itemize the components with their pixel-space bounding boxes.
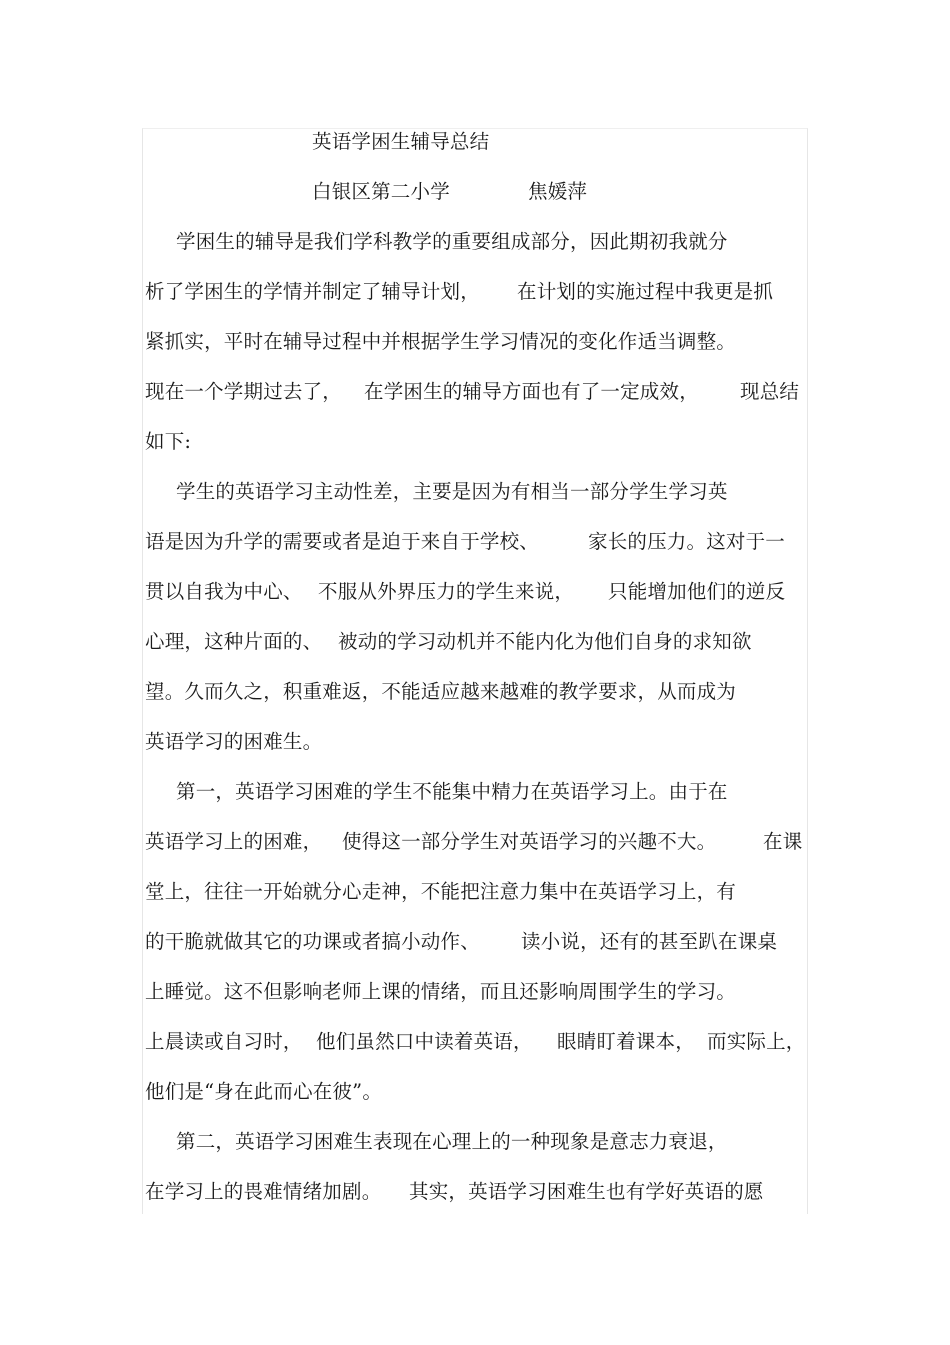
paragraph-2-line-5: 望。久而久之，积重难返，不能适应越来越难的教学要求，从而成为	[145, 680, 737, 703]
paragraph-2-line-2b: 家长的压力。这对于一	[588, 530, 786, 553]
paragraph-4-line-1: 第二，英语学习困难生表现在心理上的一种现象是意志力衰退，	[176, 1130, 728, 1153]
paragraph-1-line-5: 如下:	[145, 430, 192, 453]
paragraph-3-line-3: 堂上，往往一开始就分心走神，不能把注意力集中在英语学习上，有	[145, 880, 737, 903]
school-name: 白银区第二小学	[312, 180, 450, 203]
paragraph-3-line-2a: 英语学习上的困难，	[145, 830, 323, 853]
paragraph-1-line-3: 紧抓实，平时在辅导过程中并根据学生学习情况的变化作适当调整。	[145, 330, 737, 353]
paragraph-4-line-2b: 其实，英语学习困难生也有学好英语的愿	[409, 1180, 764, 1203]
paragraph-2-line-1: 学生的英语学习主动性差，主要是因为有相当一部分学生学习英	[176, 480, 728, 503]
paragraph-1-line-4b: 在学困生的辅导方面也有了一定成效，	[364, 380, 699, 403]
paragraph-3-line-6a: 上晨读或自习时，	[145, 1030, 303, 1053]
paragraph-3-line-6d: 而实际上，	[707, 1030, 806, 1053]
paragraph-3-line-7: 他们是“身在此而心在彼”。	[145, 1080, 383, 1103]
paragraph-2-line-2a: 语是因为升学的需要或者是迫于来自于学校、	[145, 530, 540, 553]
paragraph-1-line-2b: 在计划的实施过程中我更是抓	[517, 280, 774, 303]
paragraph-3-line-4a: 的干脆就做其它的功课或者搞小动作、	[145, 930, 480, 953]
paragraph-3-line-5: 上睡觉。这不但影响老师上课的情绪，而且还影响周围学生的学习。	[145, 980, 737, 1003]
paragraph-2-line-4a: 心理，这种片面的、	[145, 630, 323, 653]
paragraph-3-line-1: 第一，英语学习困难的学生不能集中精力在英语学习上。由于在	[176, 780, 728, 803]
paragraph-1-line-2a: 析了学困生的学情并制定了辅导计划，	[145, 280, 480, 303]
paragraph-3-line-6c: 眼睛盯着课本，	[557, 1030, 695, 1053]
paragraph-2-line-3b: 不服从外界压力的学生来说，	[318, 580, 575, 603]
paragraph-3-line-6b: 他们虽然口中读着英语，	[316, 1030, 533, 1053]
paragraph-2-line-3a: 贯以自我为中心、	[145, 580, 303, 603]
paragraph-2-line-6: 英语学习的困难生。	[145, 730, 323, 753]
paragraph-1-line-1: 学困生的辅导是我们学科教学的重要组成部分，因此期初我就分	[176, 230, 728, 253]
paragraph-2-line-4b: 被动的学习动机并不能内化为他们自身的求知欲	[338, 630, 752, 653]
paragraph-1-line-4a: 现在一个学期过去了，	[145, 380, 343, 403]
paragraph-3-line-2c: 在课	[763, 830, 803, 853]
author-name: 焦媛萍	[528, 180, 588, 203]
document-title: 英语学困生辅导总结	[312, 130, 490, 153]
paragraph-1-line-4c: 现总结	[740, 380, 800, 403]
paragraph-4-line-2a: 在学习上的畏难情绪加剧。	[145, 1180, 382, 1203]
paragraph-3-line-4b: 读小说，还有的甚至趴在课桌	[521, 930, 778, 953]
paragraph-2-line-3c: 只能增加他们的逆反	[608, 580, 786, 603]
paragraph-3-line-2b: 使得这一部分学生对英语学习的兴趣不大。	[342, 830, 717, 853]
